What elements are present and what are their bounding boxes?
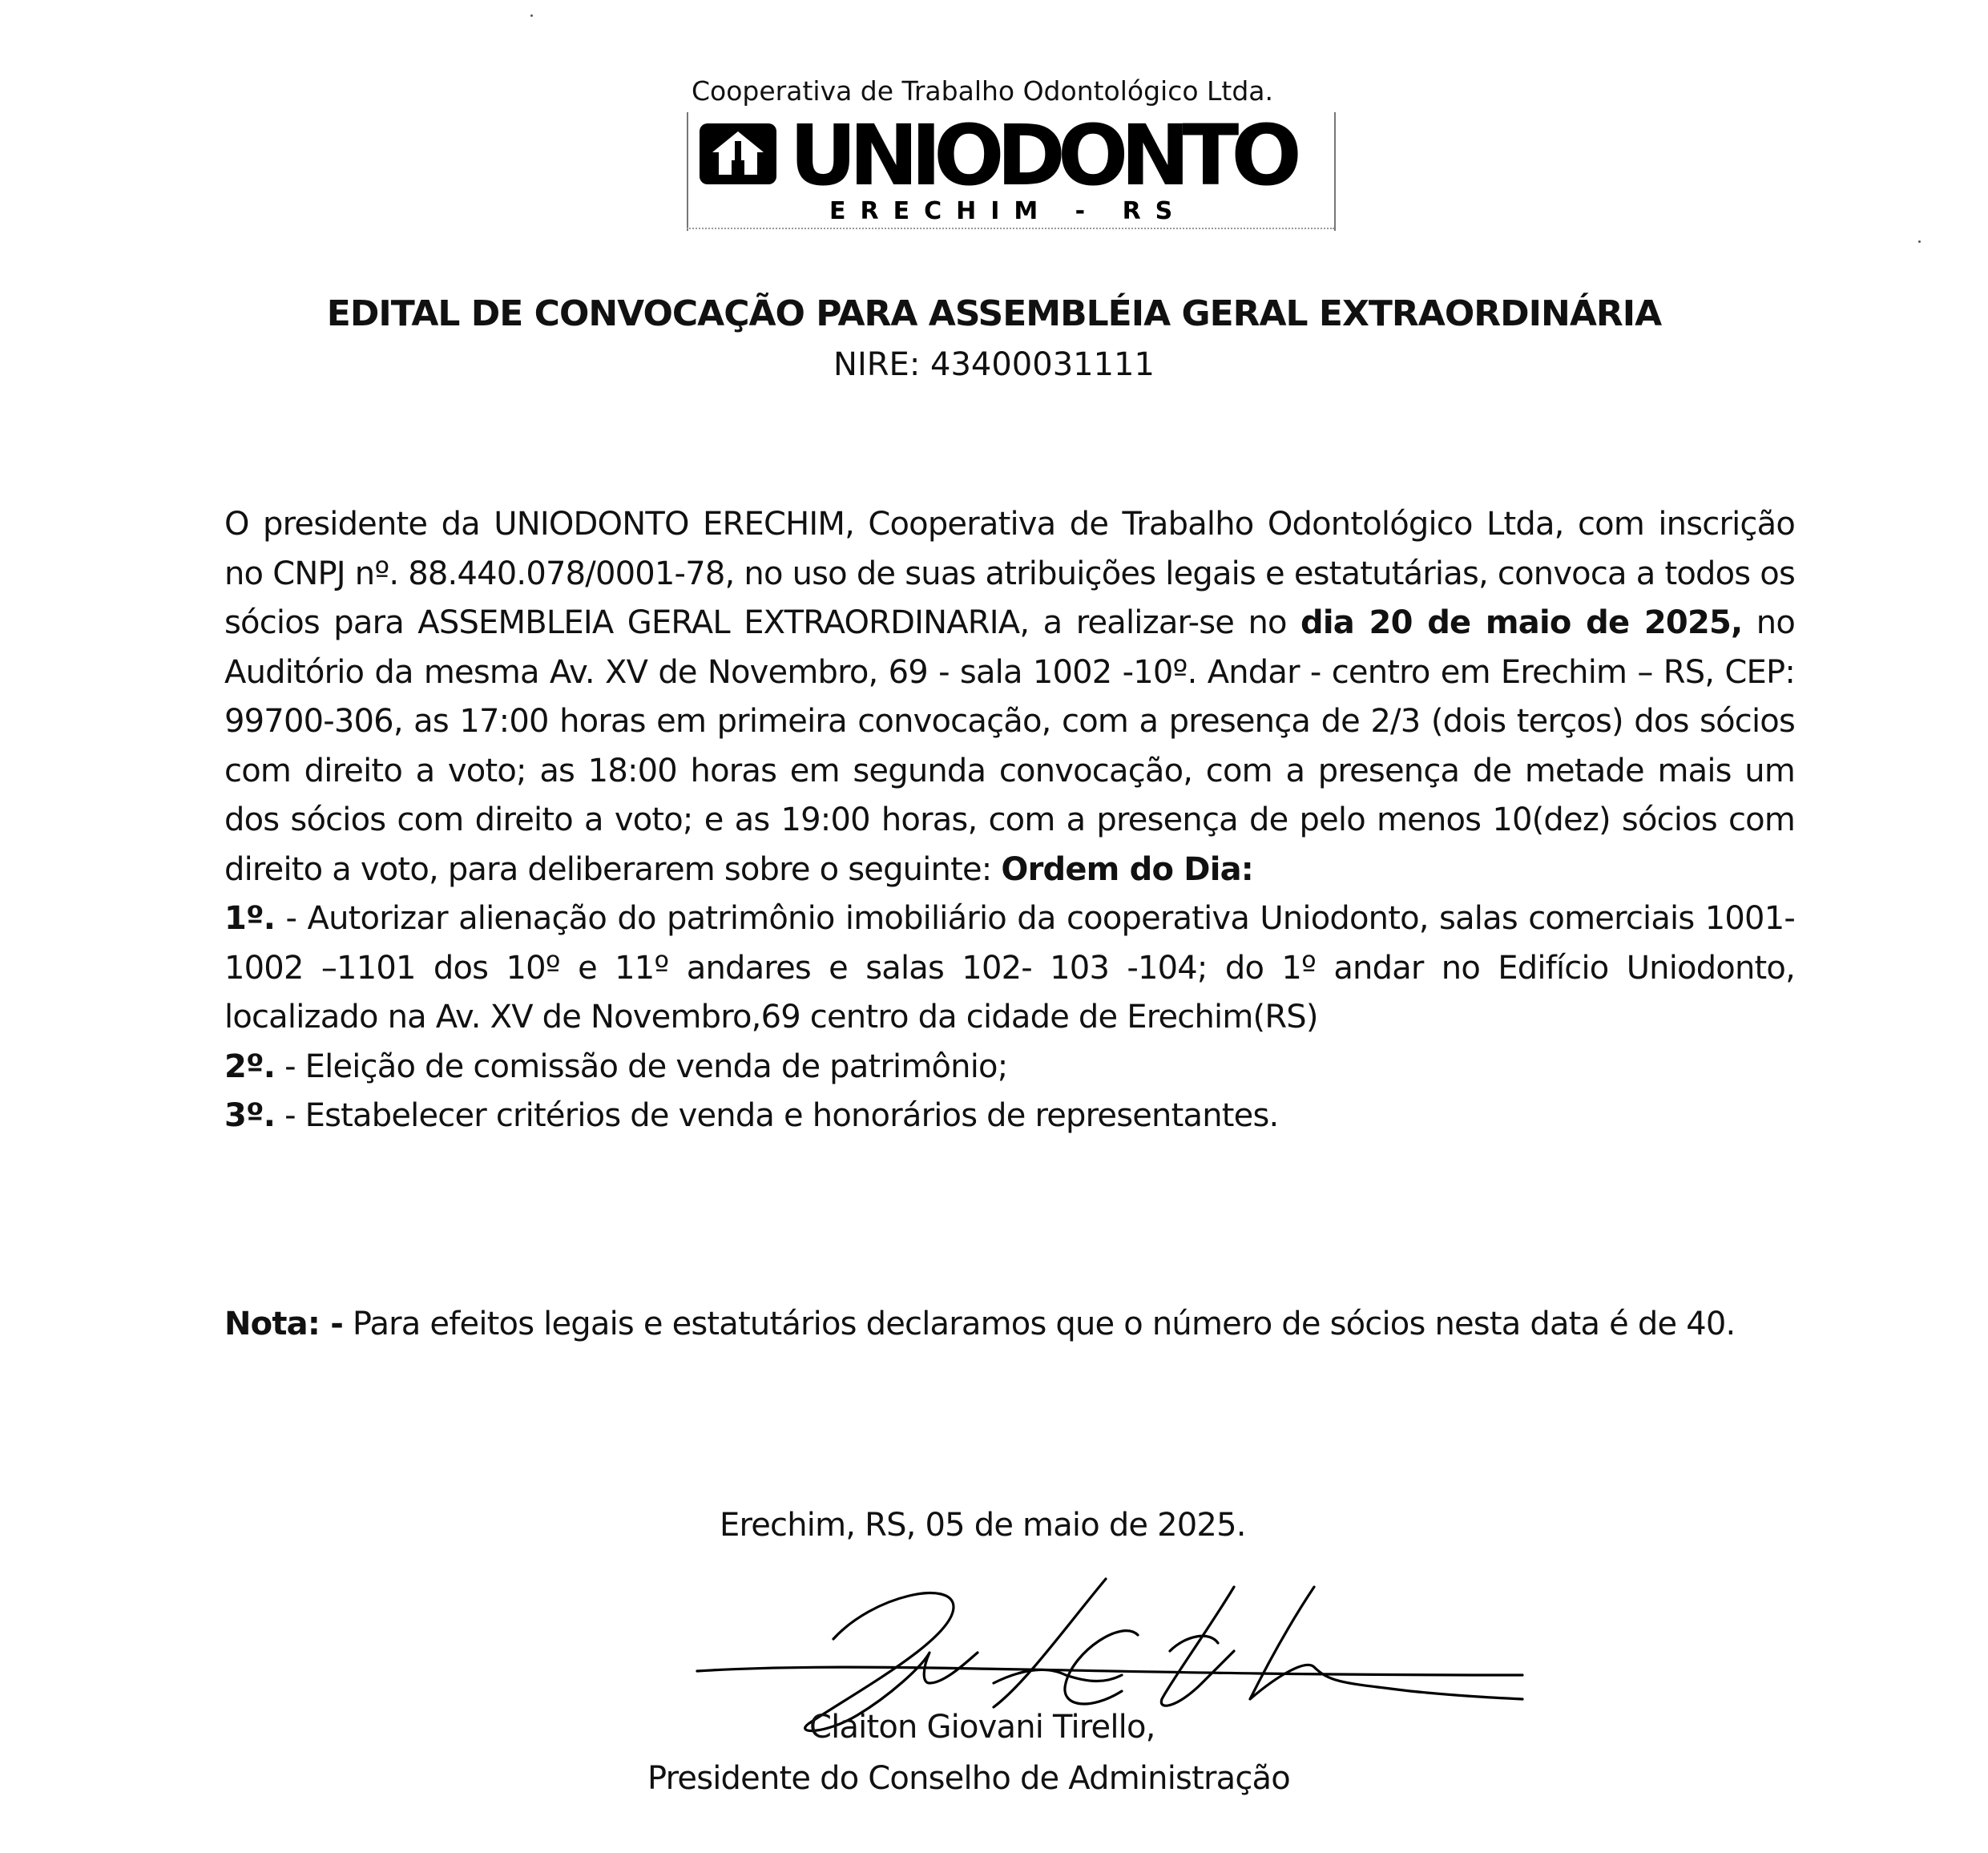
nire-number: NIRE: 43400031111 <box>833 346 1155 383</box>
intro-text-part2: no Auditório da mesma Av. XV de Novembro, 69 - sala 1002 -10º. Andar - centro em Erechim – RS, CEP: 99700-306, as 17:00 horas em primeira convocação, com a presença de 2/3 (dois terços) dos sócios com direito a voto; as 18:00 horas em segunda convocação, com a presença de metade mais um dos sócios com direito a voto; e as 19:00 horas, com a presença de pelo menos 10(dez) sócios com direito a voto, para deliberarem sobre o seguinte: <box>224 604 1796 888</box>
agenda-item <box>224 894 1795 1043</box>
letterhead <box>677 71 1350 239</box>
document-title: EDITAL DE CONVOCAÇÃO PARA ASSEMBLÉIA GERAL EXTRAORDINÁRIA <box>326 293 1662 334</box>
signer-role: Presidente do Conselho de Administração <box>647 1760 1290 1797</box>
letterhead-tagline: Cooperativa de Trabalho Odontológico Ltda. <box>692 75 1274 107</box>
agenda-item-number: 1º. <box>224 900 276 937</box>
letterhead-divider <box>687 228 1334 229</box>
place-and-date: Erechim, RS, 05 de maio de 2025. <box>720 1507 1246 1544</box>
intro-paragraph <box>224 500 1795 894</box>
agenda-item-number: 3º. <box>224 1097 276 1134</box>
letterhead-city: ERECHIM - RS <box>829 197 1188 225</box>
agenda-item-text: - Estabelecer critérios de venda e honorários de representantes. <box>275 1097 1279 1134</box>
scan-speck <box>530 14 533 17</box>
signer-name: Claiton Giovani Tirello, <box>809 1709 1155 1746</box>
agenda-item-number: 2º. <box>224 1048 276 1085</box>
meeting-date: dia 20 de maio de 2025, <box>1300 604 1743 641</box>
intro-text-part1: O presidente da UNIODONTO ERECHIM, Cooperativa de Trabalho Odontológico Ltda, com inscrição no CNPJ nº. 88.440.078/0001-78, no uso de suas atribuições legais e estatutárias, convoca a todos os sócios para ASSEMBLEIA GERAL EXTRAORDINARIA, a realizar-se no <box>224 506 1795 641</box>
agenda-heading: Ordem do Dia: <box>1001 850 1253 888</box>
scan-speck <box>1918 240 1921 243</box>
letterhead-brand: UNIODONTO <box>789 107 1294 204</box>
agenda-item-text: - Autorizar alienação do patrimônio imobiliário da cooperativa Uniodonto, salas comerciais 1001-1002 –1101 dos 10º e 11º andares e salas 102- 103 -104; do 1º andar no Edifício Uniodonto, localizado na Av. XV de Novembro,69 centro da cidade de Erechim(RS) <box>224 900 1795 1036</box>
note-text: Para efeitos legais e estatutários declaramos que o número de sócios nesta data é de 40. <box>343 1306 1736 1342</box>
note-paragraph <box>224 1300 1779 1348</box>
agenda-item <box>224 1092 1795 1141</box>
agenda-item-text: - Eleição de comissão de venda de patrimônio; <box>275 1048 1008 1085</box>
note-label: Nota: - <box>224 1306 343 1342</box>
convocation-body <box>224 500 1795 1141</box>
uniodonto-house-tooth-icon <box>700 123 776 184</box>
agenda-item <box>224 1043 1795 1092</box>
